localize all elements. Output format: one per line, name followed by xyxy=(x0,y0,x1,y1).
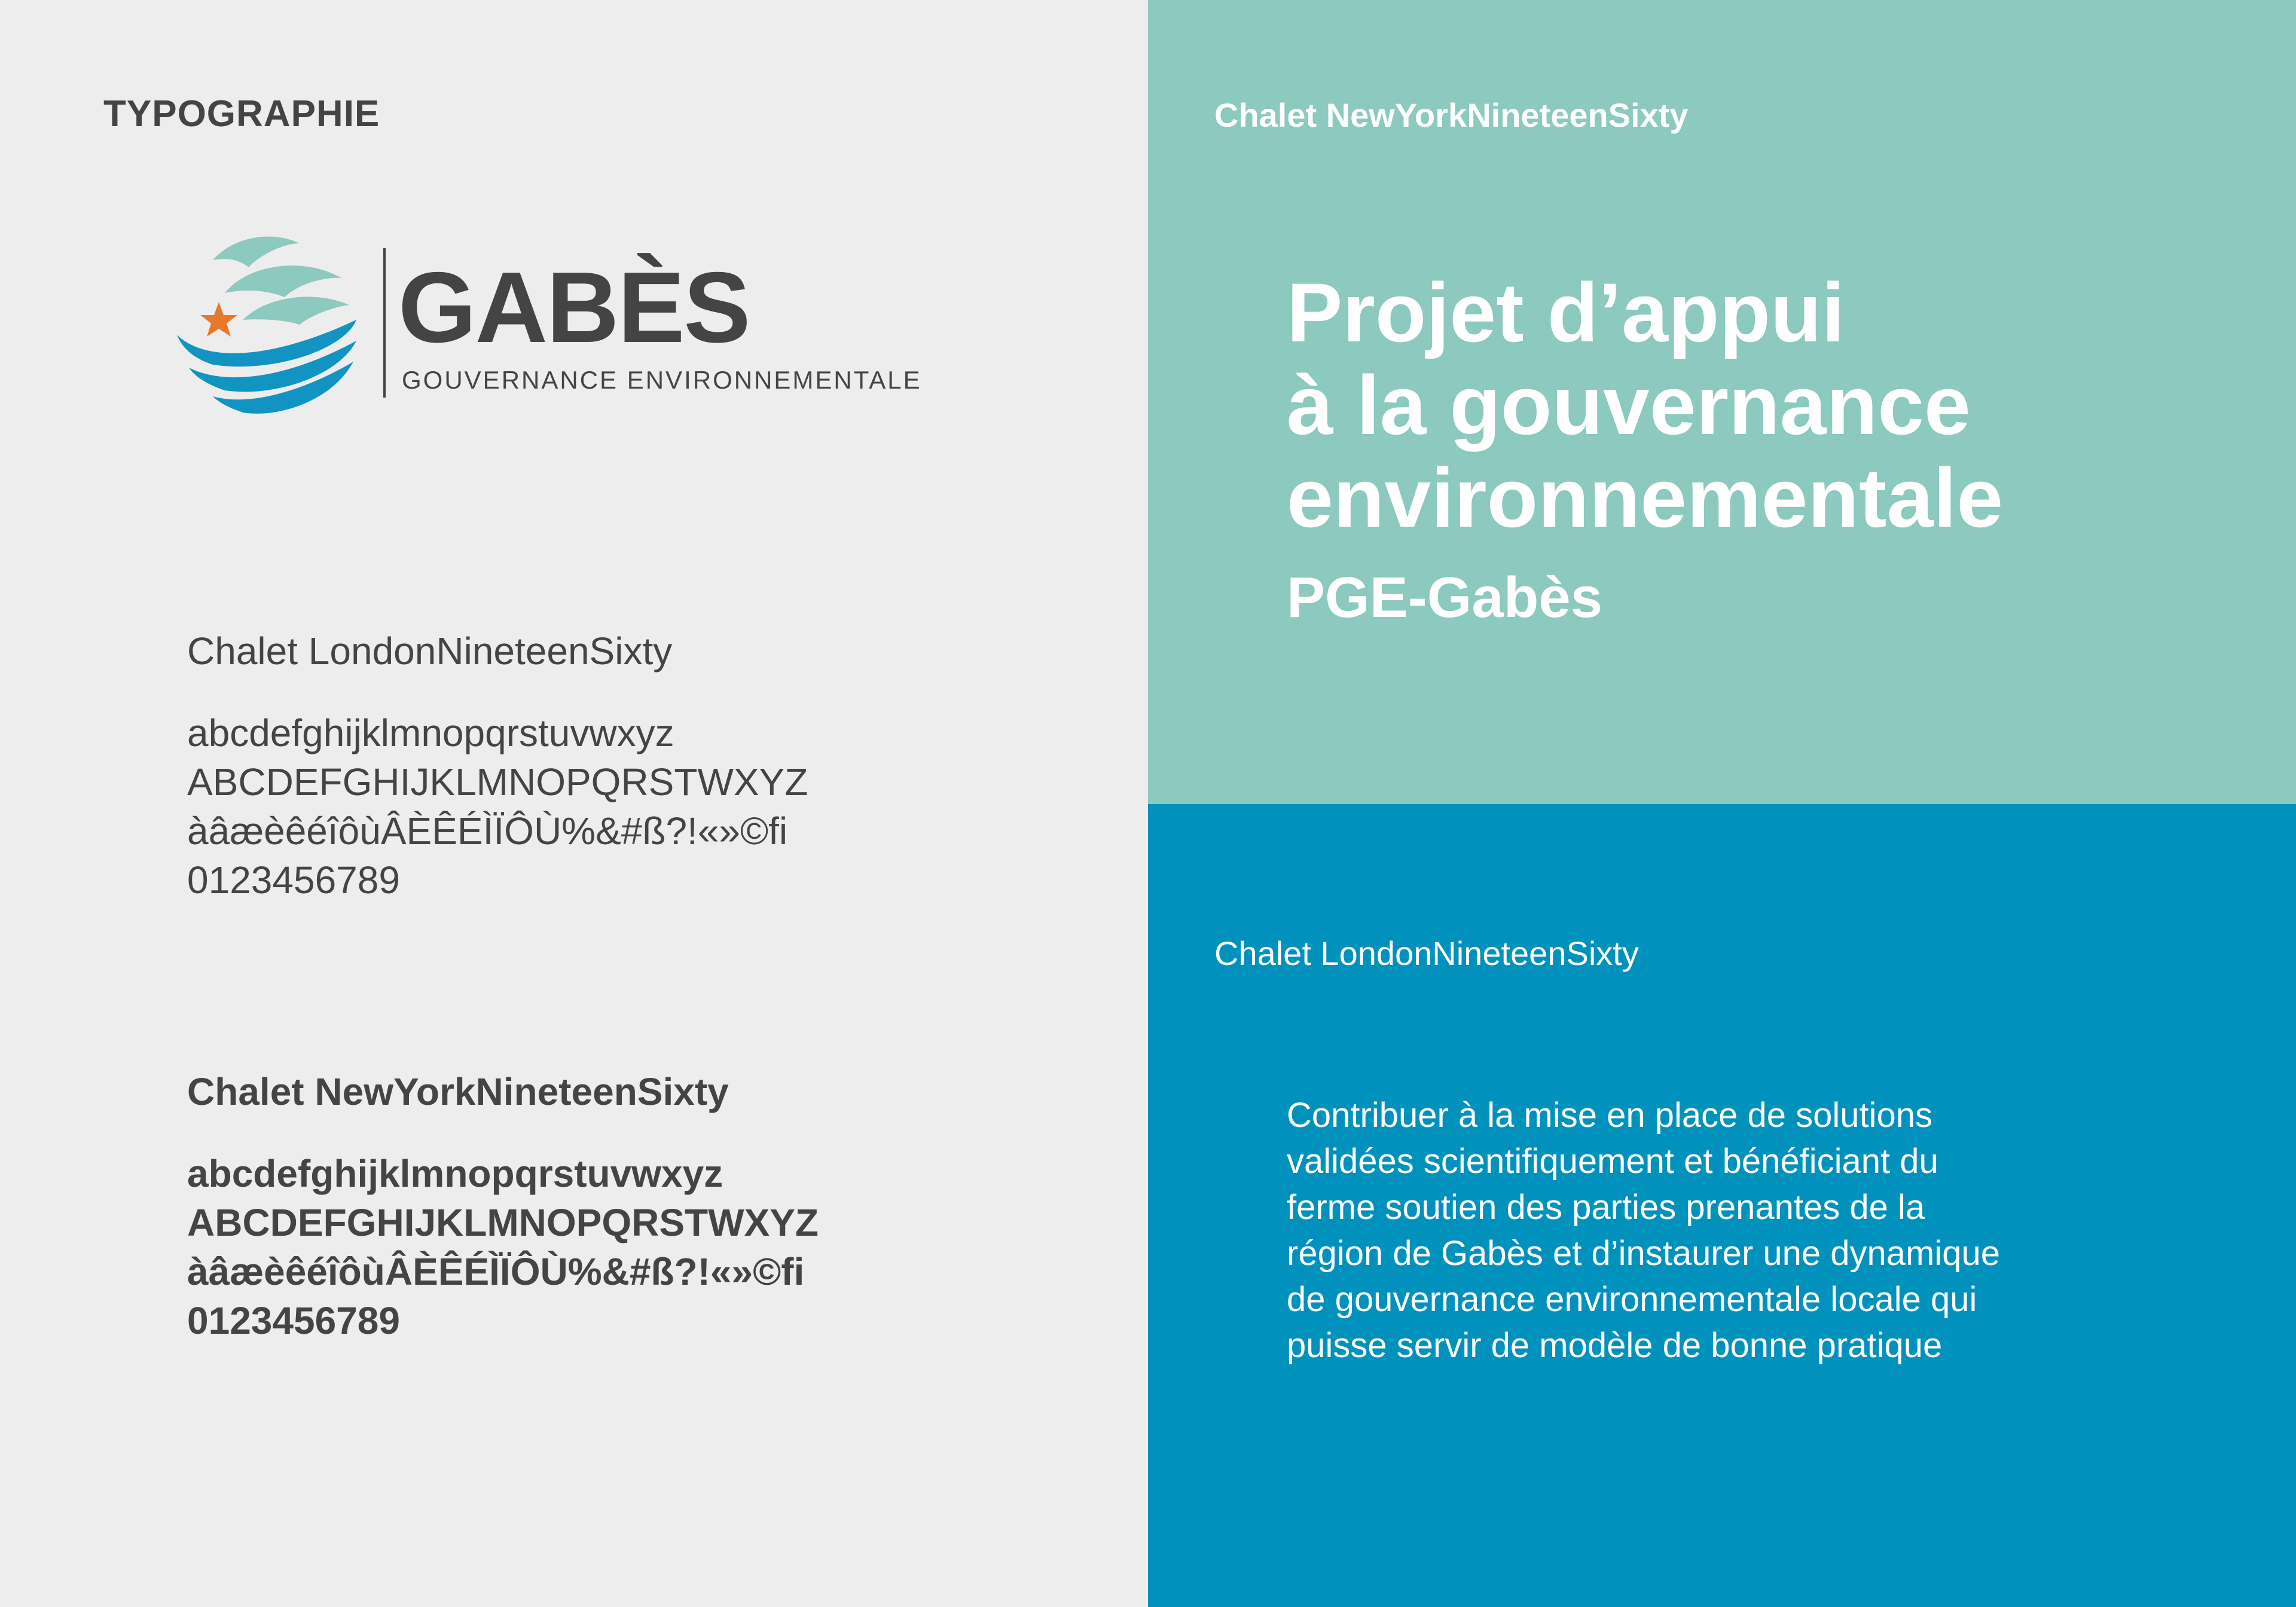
project-title xyxy=(1287,266,2273,544)
specimen-font-name: Chalet LondonNineteenSixty xyxy=(187,630,673,673)
section-heading: TYPOGRAPHIE xyxy=(103,93,380,135)
specimen-lowercase: abcdefghijklmnopqrstuvwxyz xyxy=(187,711,674,754)
specimen-uppercase: ABCDEFGHIJKLMNOPQRSTWXYZ xyxy=(187,760,808,804)
project-title-line: à la gouvernance xyxy=(1287,358,1971,452)
body-text-line: Contribuer à la mise en place de solutions xyxy=(1287,1096,1933,1135)
logo-divider xyxy=(383,248,386,398)
specimen-regular xyxy=(187,625,1084,905)
body-text-line: puisse servir de modèle de bonne pratique xyxy=(1287,1326,1943,1365)
project-title-line: environnementale xyxy=(1287,451,2004,545)
body-text xyxy=(1287,1092,2219,1368)
specimen-font-name: Chalet NewYorkNineteenSixty xyxy=(187,1070,729,1113)
body-text-line: validées scientifiquement et bénéficiant du xyxy=(1287,1142,1938,1181)
project-subtitle: PGE-Gabès xyxy=(1287,566,1603,630)
title-sample-panel xyxy=(1148,0,2296,804)
font-label: Chalet NewYorkNineteenSixty xyxy=(1214,96,1689,134)
project-title-line: Projet d’appui xyxy=(1287,265,1845,359)
specimen-digits: 0123456789 xyxy=(187,859,400,902)
specimen-bold xyxy=(187,1065,1084,1345)
logo-wave-emblem-icon xyxy=(177,230,362,416)
body-sample-panel xyxy=(1148,804,2296,1607)
specimen-accents: àâæèêéîôùÂÈÊÉÌÏÔÙ%&#ß?!«»©ﬁ xyxy=(187,809,788,853)
body-text-line: région de Gabès et d’instaurer une dynamique xyxy=(1287,1234,2000,1273)
specimen-accents: àâæèêéîôùÂÈÊÉÌÏÔÙ%&#ß?!«»©ﬁ xyxy=(187,1250,805,1293)
specimen-digits: 0123456789 xyxy=(187,1299,400,1342)
body-text-line: ferme soutien des parties prenantes de la xyxy=(1287,1188,1925,1227)
font-label: Chalet LondonNineteenSixty xyxy=(1214,934,1639,972)
specimen-lowercase: abcdefghijklmnopqrstuvwxyz xyxy=(187,1152,723,1195)
body-text-line: de gouvernance environnementale locale qui xyxy=(1287,1280,1977,1319)
logo-name: GABÈS xyxy=(398,251,750,363)
logo-subtitle: GOUVERNANCE ENVIRONNEMENTALE xyxy=(402,366,922,394)
specimen-uppercase: ABCDEFGHIJKLMNOPQRSTWXYZ xyxy=(187,1201,819,1244)
gabes-logo xyxy=(177,230,922,427)
